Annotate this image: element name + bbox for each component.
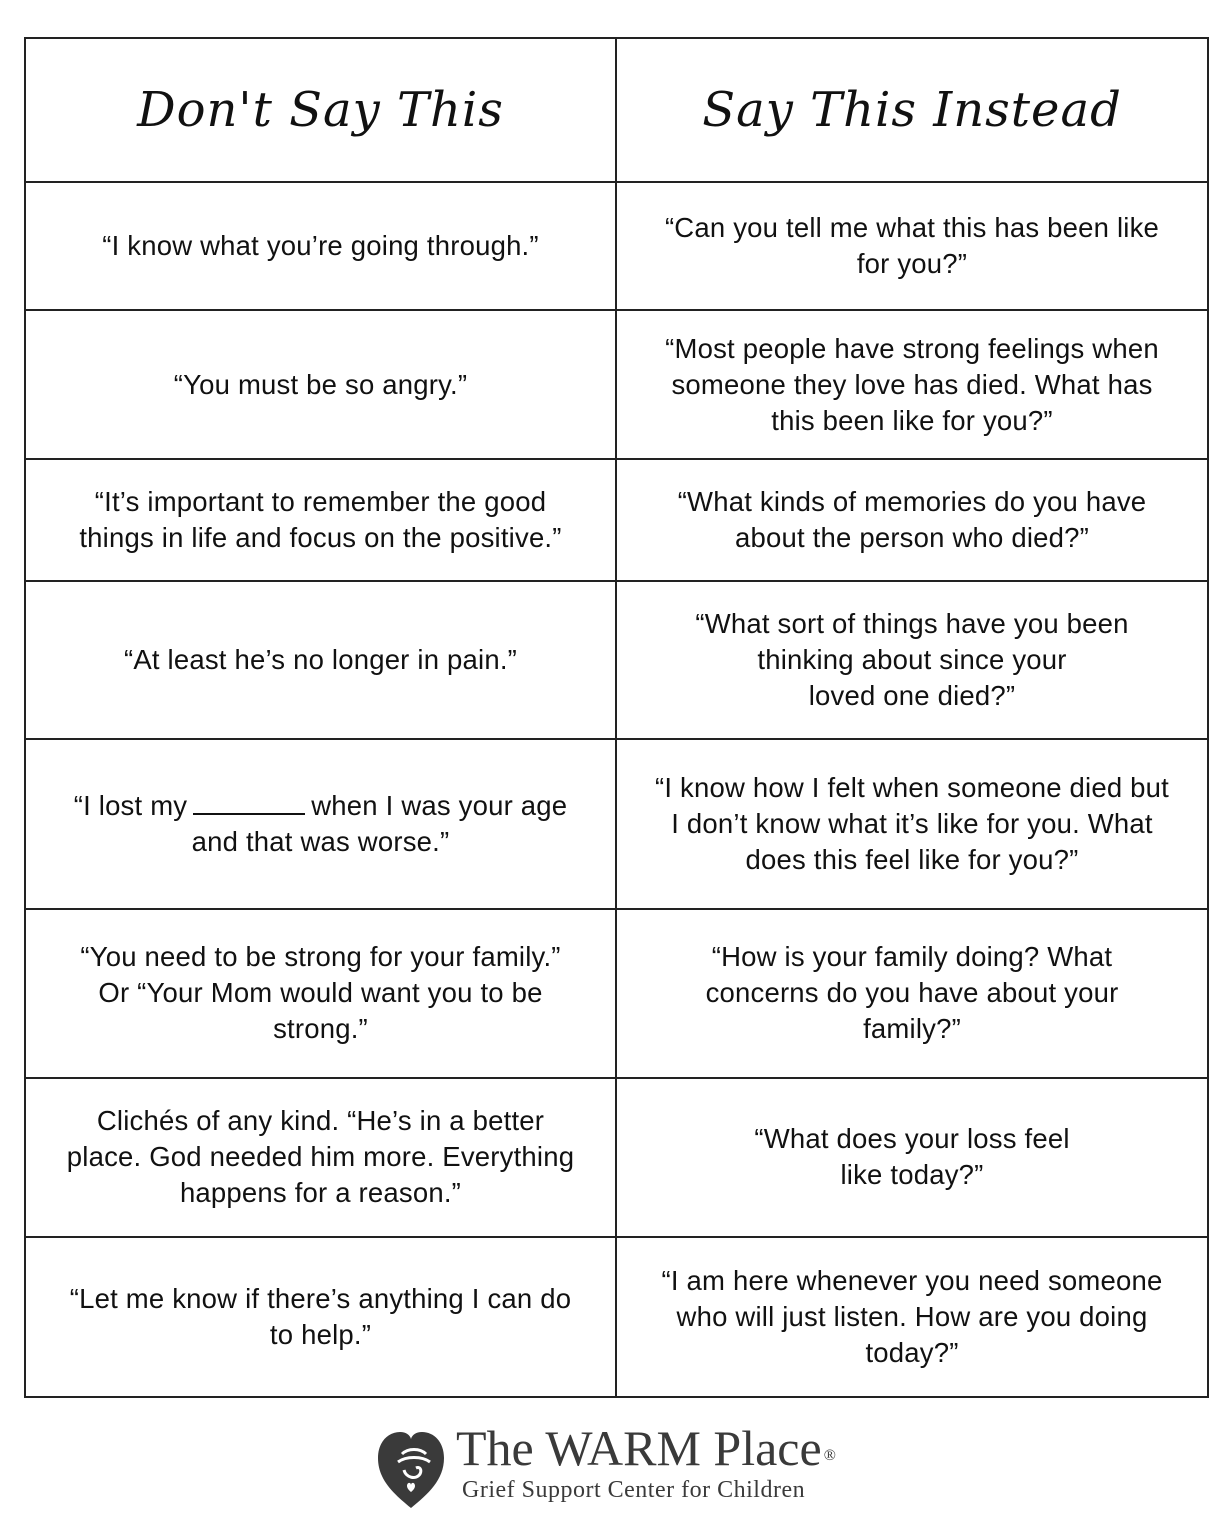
phrase-line: “Most people have strong feelings when [665,332,1159,364]
phrase-line: this been like for you?” [771,404,1053,436]
say-instead-cell [616,739,1208,908]
comparison-sheet [24,37,1207,1398]
phrase-line: “I am here whenever you need someone [661,1264,1163,1296]
phrase-line: “What kinds of memories do you have [677,486,1147,518]
phrase-line: today?” [865,1336,959,1368]
phrase-line: who will just listen. How are you doing [676,1300,1148,1332]
org-tagline: Grief Support Center for Children [462,1477,806,1503]
say-instead-cell [616,581,1208,739]
phrase-line: “Can you tell me what this has been like [664,212,1160,244]
comparison-table [24,37,1209,1398]
phrase-line: does this feel like for you?” [745,843,1079,875]
phrase-line: and that was worse.” [191,825,450,857]
phrase-line: when I was your age [311,789,568,821]
header-say-this-instead: Say This Instead [616,38,1208,182]
phrase-line: “You need to be strong for your family.” [80,941,561,973]
phrase-line: things in life and focus on the positive.” [79,522,562,554]
table-row [25,739,1208,908]
dont-say-cell [25,459,616,581]
phrase-line: thinking about since your [757,644,1067,676]
table-row [25,1237,1208,1397]
phrase-line: someone they love has died. What has [671,368,1153,400]
table-row [25,909,1208,1078]
table-row [25,1078,1208,1237]
phrase-line: “Let me know if there’s anything I can do [69,1282,572,1314]
phrase-line: strong.” [273,1013,368,1045]
dont-say-cell [25,581,616,739]
say-instead-cell [616,1237,1208,1397]
phrase-line: “It’s important to remember the good [94,486,547,518]
dont-say-cell [25,739,616,908]
registered-mark: ® [823,1447,836,1464]
dont-say-cell [25,310,616,459]
phrase-line: family?” [863,1013,961,1045]
phrase-line: I don’t know what it’s like for you. What [671,807,1153,839]
table-row [25,581,1208,739]
phrase-line: “I know what you’re going through.” [102,230,539,262]
phrase-line: Clichés of any kind. “He’s in a better [96,1105,545,1137]
phrase-line: “I lost my [73,789,188,821]
phrase-line: “What does your loss feel [754,1123,1070,1155]
phrase-line: happens for a reason.” [179,1177,462,1209]
phrase-line: place. God needed him more. Everything [66,1141,575,1173]
footer-logo-block [370,1410,860,1520]
phrase-line: “You must be so angry.” [173,368,468,400]
say-instead-cell [616,909,1208,1078]
header-row [25,38,1208,182]
phrase-line: to help.” [269,1318,372,1350]
dont-say-cell [25,182,616,310]
say-instead-cell [616,310,1208,459]
say-instead-cell [616,459,1208,581]
say-instead-cell [616,1078,1208,1237]
phrase-line: concerns do you have about your [705,977,1119,1009]
table-row [25,310,1208,459]
phrase-line: “I know how I felt when someone died but [655,771,1169,803]
table-row [25,182,1208,310]
phrase-line: loved one died?” [808,680,1016,712]
say-instead-cell [616,182,1208,310]
heart-hands-logo-icon [374,1424,448,1510]
dont-say-cell [25,909,616,1078]
phrase-line: for you?” [856,248,968,280]
table-row [25,459,1208,581]
phrase-line: “How is your family doing? What [711,941,1113,973]
phrase-line: “What sort of things have you been [695,608,1129,640]
dont-say-cell [25,1237,616,1397]
org-name: The WARM Place ® [456,1420,836,1476]
phrase-line: Or “Your Mom would want you to be [98,977,543,1009]
phrase-line: “At least he’s no longer in pain.” [123,644,518,676]
header-dont-say-this: Don't Say This [25,38,616,182]
dont-say-cell [25,1078,616,1237]
phrase-line: like today?” [840,1159,984,1191]
fill-in-blank [193,789,305,815]
phrase-line: about the person who died?” [735,522,1089,554]
